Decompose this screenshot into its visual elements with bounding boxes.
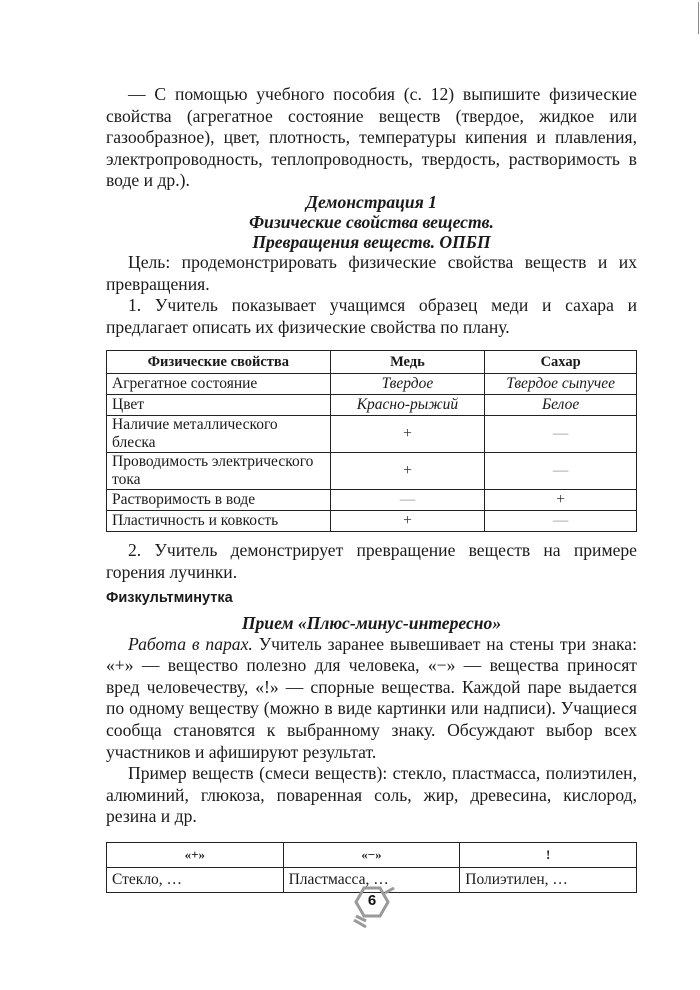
table-row [107,416,637,453]
demo-subtitle-1: Физические свойства веществ. [249,211,494,232]
property-name: Пластичность и ковкость [107,511,331,532]
demo-step-2: 2. Учитель демонстрирует превращение веществ на примере горения лучинки. [106,540,637,582]
plus-cell: Стекло, … [107,867,284,892]
pairs-paragraph [106,634,637,764]
demo-goal: Цель: продемонстрировать физические свойства веществ и их превращения. [106,251,637,294]
sugar-value: — [485,453,637,490]
sorting-table-header [107,842,637,867]
property-name: Цвет [107,395,331,416]
properties-table-header [107,351,637,374]
intro-paragraph: — С помощью учебного пособия (с. 12) выпишите физические свойства (агрегатное состояние веществ (твердое, жидкое или газообразное), цвет, плотность, температуры кипения и плавления, электропроводность, теплопроводность, твердость, растворимость в воде и др.). [106,84,637,191]
copper-value: + [330,416,485,453]
minus-cell: Пластмасса, … [283,867,460,892]
copper-value: + [330,511,485,532]
properties-table [106,350,637,532]
property-name: Проводимость электрического тока [107,453,331,490]
header-cell: Физические свойства [107,351,331,374]
table-row [107,490,637,511]
demo-step-1: 1. Учитель показывает учащимся образец меди и сахара и предлагает описать их физические свойства по плану. [106,295,637,337]
page-number: 6 [367,892,377,909]
header-cell: «−» [283,842,460,867]
header-cell: ! [460,842,637,867]
demo-title: Демонстрация 1 [306,191,437,212]
page-number-badge [344,880,404,934]
copper-value: — [330,490,485,511]
copper-value: Твердое [330,374,485,395]
sugar-value: Белое [485,395,637,416]
sugar-value: + [485,490,637,511]
table-row [107,511,637,532]
header-cell: «+» [107,842,284,867]
sugar-value: — [485,511,637,532]
sugar-value: Твердое сыпучее [485,374,637,395]
header-cell: Сахар [485,351,637,374]
pairs-lead: Работа в парах. [128,633,253,654]
property-name: Агрегатное состояние [107,374,331,395]
examples-paragraph: Пример веществ (смеси веществ): стекло, пластмасса, полиэтилен, алюминий, глюкоза, поваренная соль, жир, древесина, кислород, резина и др. [106,763,637,827]
copper-value: Красно-рыжий [330,395,485,416]
technique-title: Прием «Плюс-минус-интересно» [241,612,502,633]
table-row [107,453,637,490]
interesting-cell: Полиэтилен, … [460,867,637,892]
property-name: Растворимость в воде [107,490,331,511]
demo-subtitle-2: Превращения веществ. ОПБП [252,231,491,252]
demo-heading [106,192,637,252]
sugar-value: — [485,416,637,453]
warmup-label: Физкультминутка [106,589,233,606]
copper-value: + [330,453,485,490]
page-content [106,84,637,893]
header-cell: Медь [330,351,485,374]
pairs-text: Учитель заранее вывешивает на стены три знака: «+» — вещество полезно для человека, «−» — вещества приносят вред человечеству, «!» — спорные вещества. Каждой паре выдается по одному веществу (можно в виде картинки или надписи). Учащиеся сообща становятся к выбранному знаку. Обсуждают выбор всех участников и афишируют результат. [106,633,637,762]
table-row [107,374,637,395]
table-row [107,395,637,416]
property-name: Наличие металлического блеска [107,416,331,453]
page-edge-mark [698,2,699,34]
